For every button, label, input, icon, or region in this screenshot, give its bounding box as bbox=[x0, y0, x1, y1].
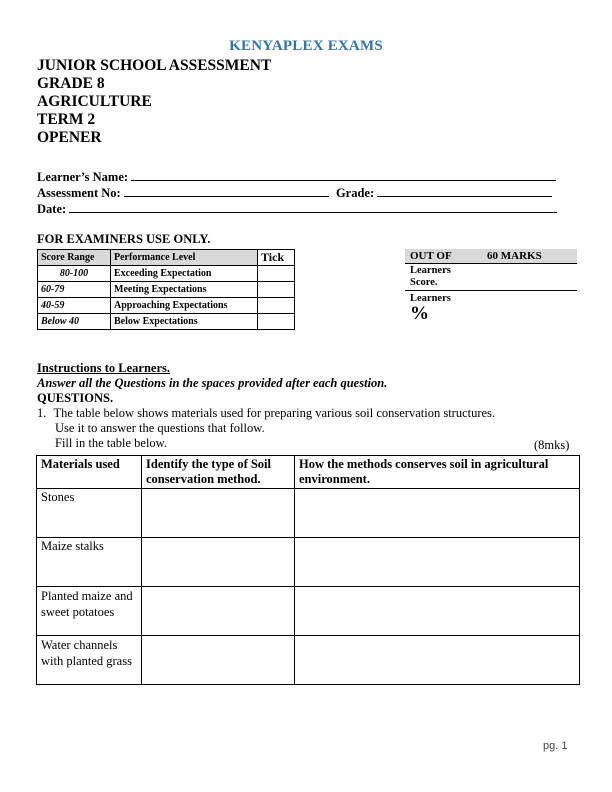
tick-cell[interactable] bbox=[258, 282, 295, 298]
performance-level-cell: Meeting Expectations bbox=[111, 282, 258, 298]
date-line[interactable] bbox=[69, 201, 557, 213]
method-answer-cell[interactable] bbox=[142, 489, 295, 538]
assessment-no-row bbox=[37, 185, 552, 201]
score-range-cell: 80-100 bbox=[38, 266, 111, 282]
explanation-answer-cell[interactable] bbox=[295, 489, 580, 538]
performance-level-cell: Below Expectations bbox=[111, 314, 258, 330]
assessment-no-label: Assessment No: bbox=[37, 186, 121, 200]
table-row bbox=[37, 489, 580, 538]
how-conserves-header: How the methods conserves soil in agricultural environment. bbox=[295, 456, 580, 489]
performance-level-cell: Exceeding Expectation bbox=[111, 266, 258, 282]
learners-score-cell[interactable] bbox=[405, 264, 577, 291]
method-answer-cell[interactable] bbox=[142, 538, 295, 587]
explanation-answer-cell[interactable] bbox=[295, 538, 580, 587]
material-cell: Planted maize and sweet potatoes bbox=[37, 587, 142, 636]
assessment-no-line[interactable] bbox=[124, 185, 329, 197]
question-1-line3: Fill in the table below. bbox=[55, 436, 168, 450]
table-row bbox=[37, 538, 580, 587]
question-1-text: The table below shows materials used for preparing various soil conservation structures. bbox=[53, 406, 496, 420]
material-cell: Water channels with planted grass bbox=[37, 636, 142, 685]
score-box-header bbox=[405, 249, 577, 264]
page-number: pg. 1 bbox=[543, 740, 568, 752]
table-row bbox=[37, 587, 580, 636]
tick-cell[interactable] bbox=[258, 266, 295, 282]
total-marks-label: 60 MARKS bbox=[487, 250, 542, 262]
learners-score-label: Learners Score. bbox=[410, 265, 451, 288]
tick-cell[interactable] bbox=[258, 298, 295, 314]
material-cell: Stones bbox=[37, 489, 142, 538]
score-range-cell: 60-79 bbox=[38, 282, 111, 298]
table-row bbox=[37, 636, 580, 685]
explanation-answer-cell[interactable] bbox=[295, 587, 580, 636]
table-row bbox=[38, 266, 295, 282]
score-range-cell: 40-59 bbox=[38, 298, 111, 314]
score-box bbox=[405, 249, 577, 324]
out-of-label: OUT OF bbox=[410, 250, 452, 262]
brand-title: KENYAPLEX EXAMS bbox=[229, 38, 383, 54]
conservation-method-header: Identify the type of Soil conservation method. bbox=[142, 456, 295, 489]
method-answer-cell[interactable] bbox=[142, 636, 295, 685]
performance-level-cell: Approaching Expectations bbox=[111, 298, 258, 314]
question-1 bbox=[37, 406, 582, 451]
header-term: TERM 2 bbox=[37, 111, 96, 128]
table-row bbox=[38, 282, 295, 298]
date-row bbox=[37, 201, 557, 217]
questions-heading: QUESTIONS. bbox=[37, 391, 114, 405]
table-row bbox=[38, 298, 295, 314]
method-answer-cell[interactable] bbox=[142, 587, 295, 636]
instructions-title: Instructions to Learners. bbox=[37, 361, 170, 375]
score-range-header: Score Range bbox=[38, 250, 111, 266]
header-grade: GRADE 8 bbox=[37, 75, 105, 92]
materials-used-header: Materials used bbox=[37, 456, 142, 489]
score-range-cell: Below 40 bbox=[38, 314, 111, 330]
header-exam-type: OPENER bbox=[37, 129, 102, 146]
header-subject: AGRICULTURE bbox=[37, 93, 152, 110]
question-1-line2: Use it to answer the questions that follow. bbox=[55, 421, 265, 435]
question-1-marks: (8mks) bbox=[534, 438, 570, 452]
examiners-score-table bbox=[37, 249, 295, 330]
tick-cell[interactable] bbox=[258, 314, 295, 330]
tick-header: Tick bbox=[258, 250, 295, 266]
date-label: Date: bbox=[37, 202, 67, 216]
examiners-title: FOR EXAMINERS USE ONLY. bbox=[37, 232, 211, 246]
grade-label: Grade: bbox=[335, 186, 375, 200]
grade-line[interactable] bbox=[377, 185, 552, 197]
percent-sign: % bbox=[410, 303, 429, 324]
table-row bbox=[38, 314, 295, 330]
header-school-assessment: JUNIOR SCHOOL ASSESSMENT bbox=[37, 57, 272, 74]
performance-level-header: Performance Level bbox=[111, 250, 258, 266]
learner-name-label: Learner’s Name: bbox=[37, 170, 129, 184]
learner-name-line[interactable] bbox=[131, 169, 556, 181]
question-1-number: 1. bbox=[37, 406, 47, 420]
learners-percent-label: Learners bbox=[410, 293, 451, 304]
instructions-text: Answer all the Questions in the spaces provided after each question. bbox=[37, 376, 388, 390]
material-cell: Maize stalks bbox=[37, 538, 142, 587]
explanation-answer-cell[interactable] bbox=[295, 636, 580, 685]
learner-name-row bbox=[37, 169, 556, 185]
soil-conservation-table bbox=[36, 455, 580, 685]
